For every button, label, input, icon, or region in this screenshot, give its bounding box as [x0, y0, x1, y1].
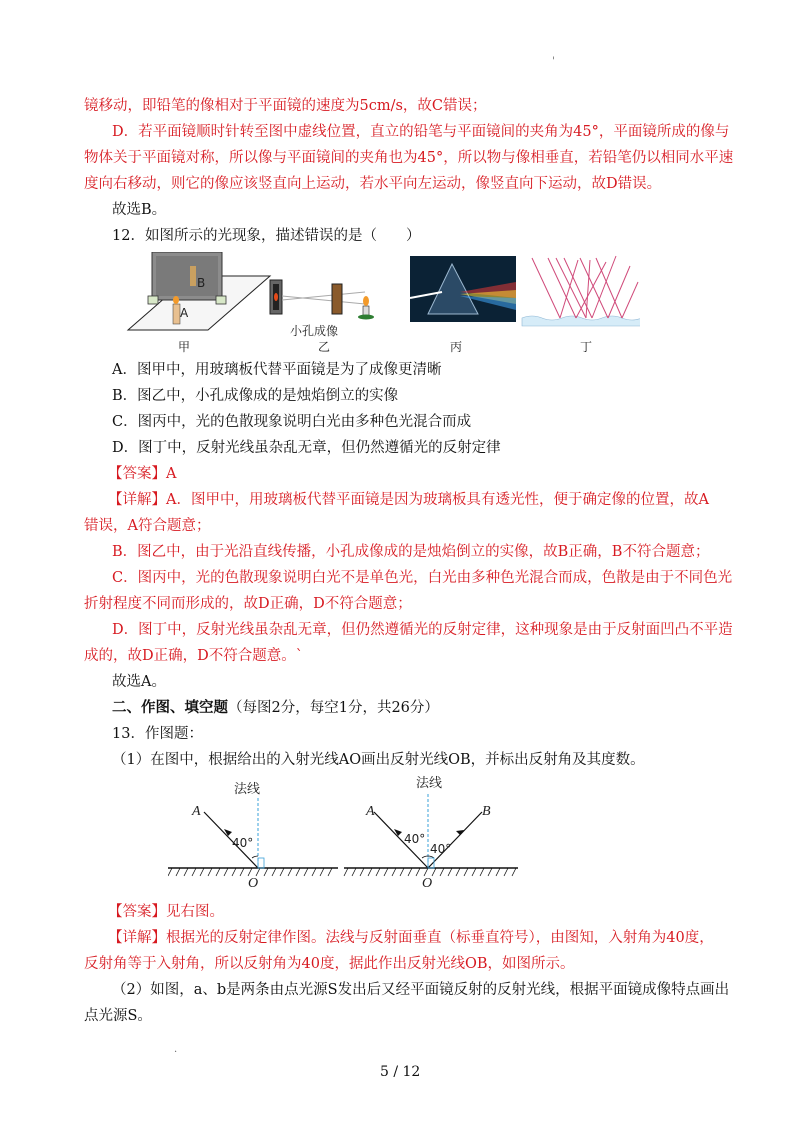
- option-c: C．图丙中，光的色散现象说明白光由多种色光混合而成: [112, 414, 472, 430]
- section-2-note: （每图2分，每空1分，共26分）: [228, 700, 439, 716]
- answer-12: 【答案】A: [108, 466, 177, 482]
- question-13-part1: （1）在图中，根据给出的入射光线AO画出反射光线OB，并标出反射角及其度数。: [112, 752, 645, 768]
- fig12-label-b: B: [197, 276, 206, 290]
- fig12-diffuse-reflection: [522, 256, 640, 326]
- prev-option-d-line2: 物体关于平面镜对称，所以像与平面镜间的夹角也为45°，所以物与像相垂直，若铅笔仍以相同水平速: [84, 150, 734, 166]
- fig12-caption-jia: 甲: [178, 340, 191, 354]
- detail-12-line2: 错误，A符合题意；: [84, 518, 211, 534]
- figure-13: [168, 790, 528, 890]
- detail-12-d-line2: 成的，故D正确，D不符合题意。`: [84, 648, 303, 664]
- fig12-caption-yi: 乙: [318, 340, 331, 354]
- detail-13-line1: 【详解】根据光的反射定律作图。法线与反射面垂直（标垂直符号），由图知，入射角为40度，: [108, 930, 714, 946]
- fig12-glass-plate: [128, 252, 270, 330]
- prev-option-d-line1: D．若平面镜顺时针转至图中虚线位置，直立的铅笔与平面镜间的夹角为45°，平面镜所成的像与: [112, 124, 730, 140]
- fig13-right-label-b: B: [482, 804, 491, 819]
- page-number: 5 / 12: [380, 1064, 421, 1080]
- fig13-right-label-a: A: [366, 804, 375, 819]
- fig12-caption-ding: 丁: [580, 340, 593, 354]
- fig12-prism: [410, 256, 516, 322]
- fig12-pinhole: [270, 280, 374, 320]
- prev-option-d-line3: 度向右移动，则它的像应该竖直向上运动，若水平向左运动，像竖直向下运动，故D错误。: [84, 176, 662, 192]
- detail-12-d-line1: D．图丁中，反射光线虽杂乱无章，但仍然遵循光的反射定律，这种现象是由于反射面凹凸不平造: [112, 622, 733, 638]
- detail-12-b: B．图乙中，由于光沿直线传播，小孔成像成的是烛焰倒立的实像，故B正确，B不符合题意；: [112, 544, 710, 560]
- option-b: B．图乙中，小孔成像成的是烛焰倒立的实像: [112, 388, 399, 404]
- section-2-heading: [112, 698, 439, 718]
- detail-13-line2: 反射角等于入射角，所以反射角为40度，据此作出反射光线OB，如图所示。: [84, 956, 575, 972]
- fig12-label-a: A: [180, 306, 189, 320]
- fig13-right-angle-reflected: 40°: [430, 842, 452, 856]
- fig13-left-label-o: O: [248, 876, 259, 891]
- corner-mark: ': [552, 56, 555, 67]
- option-d: D．图丁中，反射光线虽杂乱无章，但仍然遵循光的反射定律: [112, 440, 501, 456]
- detail-12-c-line2: 折射程度不同而形成的，故D正确，D不符合题意；: [84, 596, 412, 612]
- option-a: A．图甲中，用玻璃板代替平面镜是为了成像更清晰: [112, 362, 442, 378]
- detail-12-line1: 【详解】A．图甲中，用玻璃板代替平面镜是因为玻璃板具有透光性，便于确定像的位置，故A: [108, 492, 709, 508]
- section-2-title: 二、作图、填空题: [112, 699, 228, 716]
- fig12-caption-bing: 丙: [450, 340, 463, 354]
- figure-12: [120, 252, 640, 352]
- prev-selection: 故选B。: [112, 202, 167, 218]
- question-12: 12．如图所示的光现象，描述错误的是（ ）: [112, 228, 421, 244]
- fig13-left-angle: 40°: [232, 836, 254, 850]
- detail-12-c-line1: C．图丙中，光的色散现象说明白光不是单色光，白光由多种色光混合而成，色散是由于不同色光: [112, 570, 733, 586]
- question-13: 13．作图题：: [112, 726, 203, 742]
- selection-12: 故选A。: [112, 674, 166, 690]
- fig13-right-normal-label: 法线: [416, 776, 443, 791]
- fig13-left-normal-label: 法线: [234, 782, 261, 797]
- fig12-pinhole-label: 小孔成像: [290, 324, 339, 338]
- fig13-right-angle-incident: 40°: [404, 832, 426, 846]
- fig13-right-label-o: O: [422, 876, 433, 891]
- fig13-left-label-a: A: [192, 804, 201, 819]
- prev-explanation-end: 镜移动，即铅笔的像相对于平面镜的速度为5cm/s，故C错误；: [84, 98, 487, 114]
- question-13-part2-line1: （2）如图，a、b是两条由点光源S发出后又经平面镜反射的反射光线，根据平面镜成像特点画出: [112, 982, 730, 998]
- answer-13: 【答案】见右图。: [108, 904, 224, 920]
- question-13-part2-line2: 点光源S。: [84, 1008, 152, 1024]
